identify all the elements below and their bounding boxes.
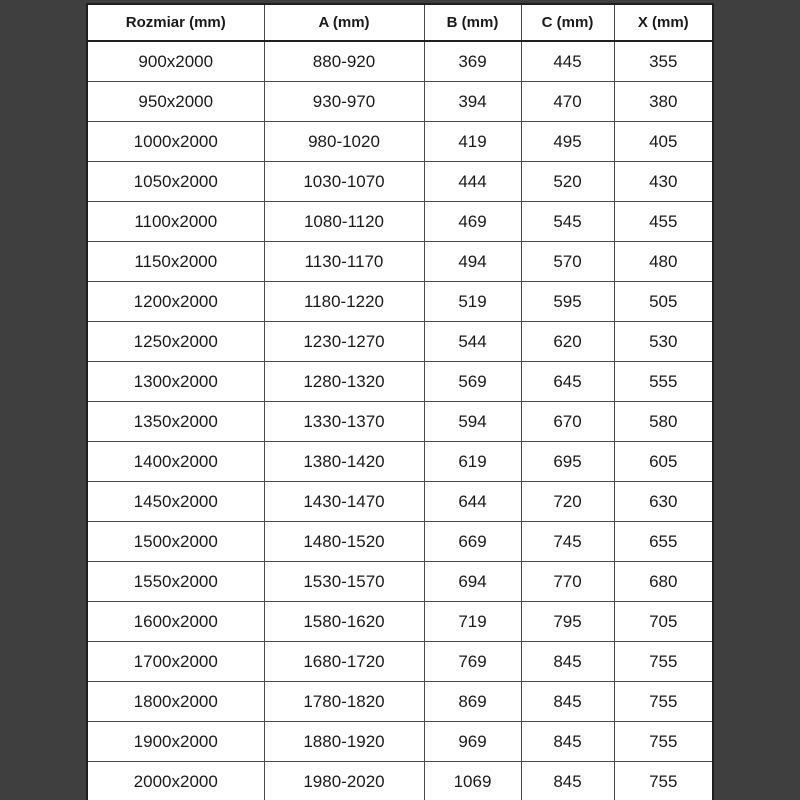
table-cell: 845: [521, 642, 614, 682]
table-cell: 494: [424, 242, 521, 282]
table-cell: 755: [614, 762, 713, 800]
table-row: [87, 482, 713, 522]
table-cell: 720: [521, 482, 614, 522]
table-row: [87, 122, 713, 162]
table-cell: 670: [521, 402, 614, 442]
table-cell: 1130-1170: [264, 242, 424, 282]
column-header: X (mm): [614, 4, 713, 41]
table-cell: 470: [521, 82, 614, 122]
table-cell: 369: [424, 41, 521, 82]
table-cell: 1430-1470: [264, 482, 424, 522]
table-row: [87, 642, 713, 682]
table-cell: 1700x2000: [87, 642, 264, 682]
table-cell: 950x2000: [87, 82, 264, 122]
table-cell: 1580-1620: [264, 602, 424, 642]
table-cell: 1550x2000: [87, 562, 264, 602]
table-cell: 1050x2000: [87, 162, 264, 202]
table-cell: 569: [424, 362, 521, 402]
table-cell: 430: [614, 162, 713, 202]
table-cell: 845: [521, 762, 614, 800]
table-cell: 845: [521, 682, 614, 722]
table-cell: 1230-1270: [264, 322, 424, 362]
table-cell: 770: [521, 562, 614, 602]
table-cell: 845: [521, 722, 614, 762]
table-cell: 1250x2000: [87, 322, 264, 362]
table-row: [87, 602, 713, 642]
table-cell: 1450x2000: [87, 482, 264, 522]
table-row: [87, 362, 713, 402]
table-cell: 394: [424, 82, 521, 122]
table-cell: 605: [614, 442, 713, 482]
table-cell: 1530-1570: [264, 562, 424, 602]
table-row: [87, 162, 713, 202]
table-cell: 1780-1820: [264, 682, 424, 722]
column-header: C (mm): [521, 4, 614, 41]
table-cell: 645: [521, 362, 614, 402]
table-cell: 630: [614, 482, 713, 522]
table-cell: 1150x2000: [87, 242, 264, 282]
table-cell: 755: [614, 642, 713, 682]
table-row: [87, 682, 713, 722]
table-cell: 1300x2000: [87, 362, 264, 402]
table-cell: 580: [614, 402, 713, 442]
column-header: Rozmiar (mm): [87, 4, 264, 41]
table-cell: 355: [614, 41, 713, 82]
table-cell: 745: [521, 522, 614, 562]
size-table: [86, 3, 714, 800]
table-cell: 619: [424, 442, 521, 482]
table-cell: 1900x2000: [87, 722, 264, 762]
table-cell: 544: [424, 322, 521, 362]
table-cell: 869: [424, 682, 521, 722]
table-body: [87, 41, 713, 800]
table-cell: 545: [521, 202, 614, 242]
column-header: B (mm): [424, 4, 521, 41]
table-cell: 644: [424, 482, 521, 522]
table-row: [87, 762, 713, 800]
table-cell: 405: [614, 122, 713, 162]
table-cell: 530: [614, 322, 713, 362]
table-cell: 1030-1070: [264, 162, 424, 202]
column-header: A (mm): [264, 4, 424, 41]
table-cell: 1200x2000: [87, 282, 264, 322]
table-cell: 2000x2000: [87, 762, 264, 800]
table-cell: 519: [424, 282, 521, 322]
table-cell: 880-920: [264, 41, 424, 82]
table-cell: 694: [424, 562, 521, 602]
table-row: [87, 442, 713, 482]
table-cell: 469: [424, 202, 521, 242]
table-cell: 555: [614, 362, 713, 402]
table-cell: 969: [424, 722, 521, 762]
table-cell: 505: [614, 282, 713, 322]
table-cell: 419: [424, 122, 521, 162]
table-row: [87, 242, 713, 282]
table-cell: 620: [521, 322, 614, 362]
table-cell: 380: [614, 82, 713, 122]
table-cell: 1350x2000: [87, 402, 264, 442]
table-cell: 695: [521, 442, 614, 482]
table-cell: 769: [424, 642, 521, 682]
table-cell: 444: [424, 162, 521, 202]
table-cell: 445: [521, 41, 614, 82]
table-cell: 900x2000: [87, 41, 264, 82]
table-cell: 1880-1920: [264, 722, 424, 762]
table-cell: 930-970: [264, 82, 424, 122]
table-row: [87, 322, 713, 362]
table-row: [87, 402, 713, 442]
table-cell: 1069: [424, 762, 521, 800]
table-row: [87, 282, 713, 322]
table-cell: 705: [614, 602, 713, 642]
table-cell: 1330-1370: [264, 402, 424, 442]
table-cell: 719: [424, 602, 521, 642]
table-row: [87, 522, 713, 562]
table-cell: 1800x2000: [87, 682, 264, 722]
table-cell: 570: [521, 242, 614, 282]
table-row: [87, 82, 713, 122]
table-cell: 1400x2000: [87, 442, 264, 482]
table-cell: 480: [614, 242, 713, 282]
table-cell: 520: [521, 162, 614, 202]
table-cell: 1100x2000: [87, 202, 264, 242]
table-cell: 755: [614, 722, 713, 762]
table-cell: 1500x2000: [87, 522, 264, 562]
table-cell: 795: [521, 602, 614, 642]
table-row: [87, 722, 713, 762]
table-cell: 1480-1520: [264, 522, 424, 562]
table-row: [87, 41, 713, 82]
table-cell: 455: [614, 202, 713, 242]
table-cell: 1000x2000: [87, 122, 264, 162]
table-cell: 594: [424, 402, 521, 442]
table-cell: 1280-1320: [264, 362, 424, 402]
table-cell: 495: [521, 122, 614, 162]
table-cell: 655: [614, 522, 713, 562]
table-row: [87, 562, 713, 602]
table-cell: 1680-1720: [264, 642, 424, 682]
table-row: [87, 202, 713, 242]
table-cell: 1380-1420: [264, 442, 424, 482]
table-cell: 680: [614, 562, 713, 602]
table-cell: 1080-1120: [264, 202, 424, 242]
table-cell: 669: [424, 522, 521, 562]
table-cell: 1980-2020: [264, 762, 424, 800]
table-cell: 755: [614, 682, 713, 722]
table-cell: 595: [521, 282, 614, 322]
table-header-row: [87, 4, 713, 41]
table-cell: 1600x2000: [87, 602, 264, 642]
table-cell: 1180-1220: [264, 282, 424, 322]
table-cell: 980-1020: [264, 122, 424, 162]
